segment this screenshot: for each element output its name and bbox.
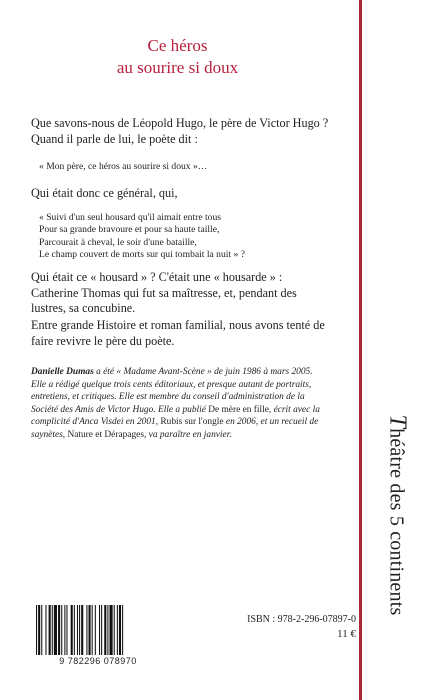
summary-paragraph: Entre grande Histoire et roman familial, nous avons tenté de faire revivre le père du poète. — [31, 318, 325, 348]
title-line-2: au sourire si doux — [116, 58, 239, 77]
collection-spine — [367, 360, 427, 670]
barcode-bar — [95, 605, 96, 655]
bio-text: en 2006, et un recueil de saynètes, — [31, 417, 319, 440]
barcode-bar — [64, 605, 65, 655]
bio-text: a été « Madame Avant-Scène » de juin 1986 à mars 2005. Elle a rédigé quelque trois cents éditoriaux, et presque autant de portraits, entretiens, et critiques. Elle est membre du conseil d'administration de la Société des Amis de Victor Hugo. Elle a publié — [31, 367, 313, 415]
poem-line: Parcourait à cheval, le soir d'une bataille, — [39, 236, 197, 248]
barcode-bar — [114, 605, 115, 655]
barcode-bar — [52, 605, 53, 655]
poem-line: Le champ couvert de morts sur qui tombait la nuit » ? — [39, 248, 245, 260]
barcode-bar — [101, 605, 102, 655]
barcode-bar — [36, 605, 37, 655]
housard-paragraph: Qui était ce « housard » ? C'était une « housarde » : Catherine Thomas qui fut sa maîtresse, et, pendant des lustres, sa concubine. — [31, 270, 297, 316]
bio-text: , écrit avec la complicité d'Anca Visdei en 2001, — [31, 404, 320, 427]
barcode — [32, 605, 164, 666]
barcode-bar — [54, 605, 57, 655]
poem-line: « Suivi d'un seul housard qu'il aimait entre tous — [39, 212, 221, 223]
barcode-bar — [89, 605, 91, 655]
barcode-bar — [74, 605, 75, 655]
barcode-bar — [119, 605, 121, 655]
vertical-rule — [359, 0, 362, 700]
poem-line: Pour sa grande bravoure et pour sa haute taille, — [39, 224, 220, 236]
barcode-bar — [99, 605, 100, 655]
quote-line: « Mon père, ce héros au sourire si doux »… — [39, 161, 208, 172]
barcode-bar — [92, 605, 93, 655]
poem-quote — [39, 212, 339, 261]
isbn: ISBN : 978-2-296-07897-0 — [247, 614, 356, 625]
barcode-bar — [66, 605, 67, 655]
author-name: Danielle Dumas — [31, 367, 94, 377]
collection-name — [384, 415, 411, 616]
bio-text: , va paraître en janvier. — [143, 429, 232, 440]
question-paragraph: Qui était donc ce général, qui, — [31, 186, 178, 200]
barcode-bar — [117, 605, 118, 655]
barcode-bar — [41, 605, 42, 655]
work-title: Nature et Dérapages — [67, 429, 144, 440]
work-title: De mère en fille — [208, 404, 269, 415]
barcode-bar — [107, 605, 108, 655]
barcode-bar — [49, 605, 51, 655]
title-line-1: Ce héros — [147, 36, 208, 55]
barcode-bars — [32, 605, 164, 655]
barcode-bar — [122, 605, 123, 655]
barcode-number: 9 782296 078970 — [59, 656, 137, 666]
barcode-bar — [79, 605, 80, 655]
collection-initial: T — [384, 414, 411, 429]
barcode-bar — [71, 605, 73, 655]
barcode-bar — [45, 605, 46, 655]
barcode-bar — [77, 605, 78, 655]
intro-paragraph: Que savons-nous de Léopold Hugo, le père de Victor Hugo ? Quand il parle de lui, le poète dit : — [31, 116, 329, 146]
barcode-bar — [58, 605, 60, 655]
barcode-bar — [110, 605, 113, 655]
price: 11 € — [337, 628, 356, 640]
author-bio — [31, 366, 329, 441]
barcode-bar — [86, 605, 87, 655]
barcode-bar — [81, 605, 83, 655]
barcode-bar — [61, 605, 62, 655]
book-title — [0, 35, 355, 79]
work-title: Rubis sur l'ongle — [160, 417, 224, 427]
barcode-bar — [104, 605, 106, 655]
barcode-bar — [38, 605, 40, 655]
collection-rest: héâtre des 5 continents — [385, 428, 408, 616]
